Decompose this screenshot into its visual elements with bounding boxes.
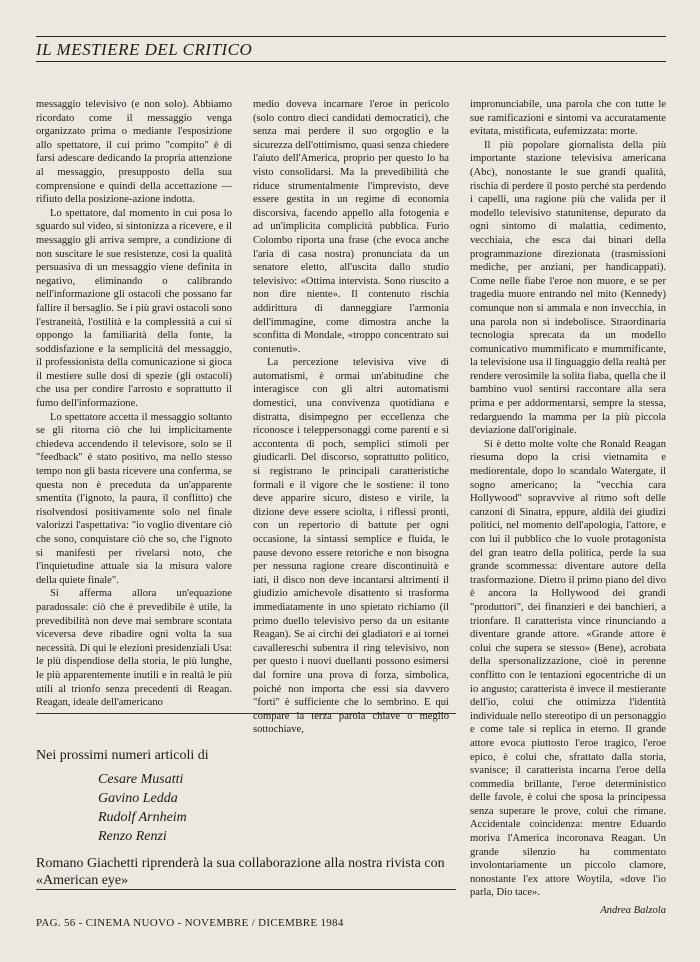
section-title: IL MESTIERE DEL CRITICO	[36, 40, 253, 59]
box-divider-bottom	[36, 889, 456, 890]
section-header	[36, 36, 666, 62]
contributor-note: Romano Giachetti riprenderà la sua collaborazione alla nostra rivista con «American eye»	[36, 856, 445, 888]
upcoming-author: Rudolf Arnheim	[98, 810, 187, 825]
article-paragraph: Il più popolare giornalista della più importante stazione televisiva americana (Abc), nonostante le sue grandi qualità, rischia di perdere il posto perché sta perdendo i capelli, una ragione più che valida per il modello televisivo statunitense, depurato da ogni sintomo di malattia, cedimento, vecchiaia, che esca dai binari della programmazione direzionata (trasmissioni mediche, per anziani, per handicappati). Come nelle fiabe l'eroe non muore, e se per tragedia muore entrando nel mito (Kennedy) comunque non si ammala e non invecchia, in una parola non si indebolisce. Straordinaria tecnologia sprecata da un modello comunicativo mummificato e mummificante, la televisione usa il linguaggio della realtà per rendere verosimile la solita fiaba, quella che il bambino vuol sentirsi raccontare alla sera prima e per addormentarsi, sempre la stessa, redarguendo la mamma per la più piccola deviazione dall'originale.	[470, 139, 666, 437]
article-paragraph: Si è detto molte volte che Ronald Reagan riesuma dopo la crisi vietnamita e mediorentale, dopo lo scandalo Watergate, il sogno americano; la "vecchia cara Hollywood" sopravvive al ritmo soft delle canzoni di Sinatra, eppure, aldilà dei giudizi politici, nel momento dell'apologia, l'attore, e con lui il pubblico che lo vuole protagonista del gran teatro della politica, perde la sua grande scommessa: diventare autore della trasformazione. Dietro il primo piano del divo è ancora la Hollywood dei grandi "produttori", dei finanzieri e dei banchieri, a trionfare. Il caratterista vince rinunciando a diventare grande attore. «Grande attore è colui che supera se stesso» (Bene), acrobata della spersonalizzazione, cioè in perenne conflitto con le tentazioni egocentriche di un io angusto; caratterista è invece il mestierante dell'io, colui che ottimizza l'identità individuale nello stereotipo di un personaggio e come tale si replica in eterno. Il grande attore evoca piuttosto l'eroe tragico, l'eroe epico, è colui che, sfrattato dalla storia, svanisce; il caratterista incarna l'eroe della commedia brillante, l'eroe deterministico delle favole, è colui che sposa la principessa senza superare le prove, colui che rimane. Accidentale coincidenza: mentre Eduardo moriva l'America incoronava Reagan. Un grande silenzio ha commentato involontariamente un piccolo clamore, nonostante l'ex attore Woytila, «dove l'io parla, Dio tace».	[470, 438, 666, 899]
upcoming-author: Cesare Musatti	[98, 772, 184, 787]
upcoming-articles-title: Nei prossimi numeri articoli di	[36, 748, 209, 763]
article-column-1	[36, 98, 232, 710]
article-column-2	[253, 98, 449, 737]
upcoming-author: Renzo Renzi	[98, 829, 167, 844]
article-paragraph: medio doveva incarnare l'eroe in pericolo (solo contro dieci candidati democratici), che senza mai perdere il suo orgoglio e la sicurezza dell'ottimismo, quasi senza chiedere l'aiuto dell'America, proprio per questo lo ha visto consolidarsi. Ma la prevedibilità che riduce strumentalmente l'imprevisto, deve essere gestita in un regime di economia discorsiva, facendo appello alla fotogenia e ad un'implicita complicità pubblica. Furio Colombo riporta una frase (che evoca anche l'aria di casa nostra) pronunciata da un senatore eletto, all'uscita dallo studio televisivo: «Ottima intervista. Sono riuscito a non dire niente». Il contenuto rischia addirittura di danneggiare l'armonia dell'immagine, come dimostra anche la sconfitta di Mondale, «troppo concentrato sui contenuti».	[253, 99, 449, 355]
article-paragraph: La percezione televisiva vive di automatismi, è ormai un'abitudine che interagisce con gli altri automatismi domestici, una convivenza quotidiana e distratta, disimpegno per eccellenza che riconosce i teleppersonaggi come parenti e si accontenta di poch, semplici stimoli per giudicarli. Del discorso, soprattutto politico, si registrano le principali caratteristiche formali e il vigore che le sostiene: il tono deve apparire sicuro, disteso e virile, la dizione deve essere sciolta, i riflessi pronti, con un repertorio di battute per ogni occasione, la sintassi semplice e fluida, le pause devono essere retoriche e non bisogna per nessuna ragione creare discontinuità e iati, il disco non deve incantarsi altrimenti il giudizio amichevole disattento si trasforma immediatamente in uno spietato richiamo (il primo duello televisivo perso da un esitante Reagan). Se ai circhi dei gladiatori e ai tornei cavallereschi subentra il ring televisivo, non per questo i nuovi duellanti possono esimersi dal fornire una prova di forza, simbolica, poiché non importa che essi sia davvero "forti" è sufficiente che lo sembrino. E qui compare la terza parola chiave o meglio sottochiave,	[253, 357, 449, 736]
upcoming-authors-list	[36, 770, 456, 846]
article-column-3	[470, 98, 666, 918]
article-author: Andrea Balzola	[600, 905, 666, 917]
upcoming-articles-box	[36, 748, 456, 846]
page-footer: PAG. 56 - CINEMA NUOVO - NOVEMBRE / DICEMBRE 1984	[36, 917, 344, 929]
article-paragraph: Lo spettatore, dal momento in cui posa lo sguardo sul video, si sintonizza a ricevere, e il messaggio gli arriva sempre, a condizione di non suscitare le sue resistenze, così la qualità persuasiva di un messaggio viene definita in negativo, eliminando o calibrando nell'informazione gli ostacoli che possano far fallire il bersaglio. Se i più gravi ostacoli sono l'estraneità, l'ostilità e la complessità a cui si oppongo la familiarità della fonte, la soddisfazione e la semplicità del messaggio, il professionista della comunicazione si gioca il mestiere sulle dosi di spezie (gli ostacoli) che usa per condire l'arrosto e soprattutto il fumo dell'informazione.	[36, 207, 232, 410]
article-paragraph: Si afferma allora un'equazione paradossale: ciò che è prevedibile è utile, la prevedibilità non deve mai sembrare scontata viceversa deve ribadire ogni volta la sua necessità. Di qui le elezioni presidenziali Usa: le più dispendiose della storia, le più lunghe, le più apparentemente inutili e in realtà le più utili al trionfo senza precedenti di Reagan. Reagan, ideale dell'americano	[36, 588, 232, 709]
upcoming-author: Gavino Ledda	[98, 791, 178, 806]
box-divider-top	[36, 713, 456, 714]
article-paragraph: Lo spettatore accetta il messaggio soltanto se gli ritorna ciò che lui implicitamente chiedeva accendendo il televisore, solo se il "feedback" è stato positivo, ma nello stesso tempo non gli basta ricevere una conferma, se questa non è preceduta da un'apparente smentita (l'ignoto, la paura, il conflitto) che risolvendosi positivamente solo nel finale valorizzi l'aspettativa: "io voglio diventare ciò che sono, conquistare ciò che so, che l'ignoto si manifesti per rivelarsi noto, che l'inquietudine attuale sia la misura valore della quiete finale".	[36, 411, 232, 586]
article-paragraph: messaggio televisivo (e non solo). Abbiamo ricordato come il messaggio venga organizzato prima o mediante l'esposizione allo spettatore, il cui primo "compito" è di farsi adescare dedicando la propria attenzione al messaggio, presupposto della sua comprensione e quindi della accettazione — rifiuto della posizione-azione indotta.	[36, 99, 232, 206]
article-paragraph: impronunciabile, una parola che con tutte le sue ramificazioni e sintomi va accuratamente evitata, mistificata, eufemizzata: morte.	[470, 99, 666, 138]
